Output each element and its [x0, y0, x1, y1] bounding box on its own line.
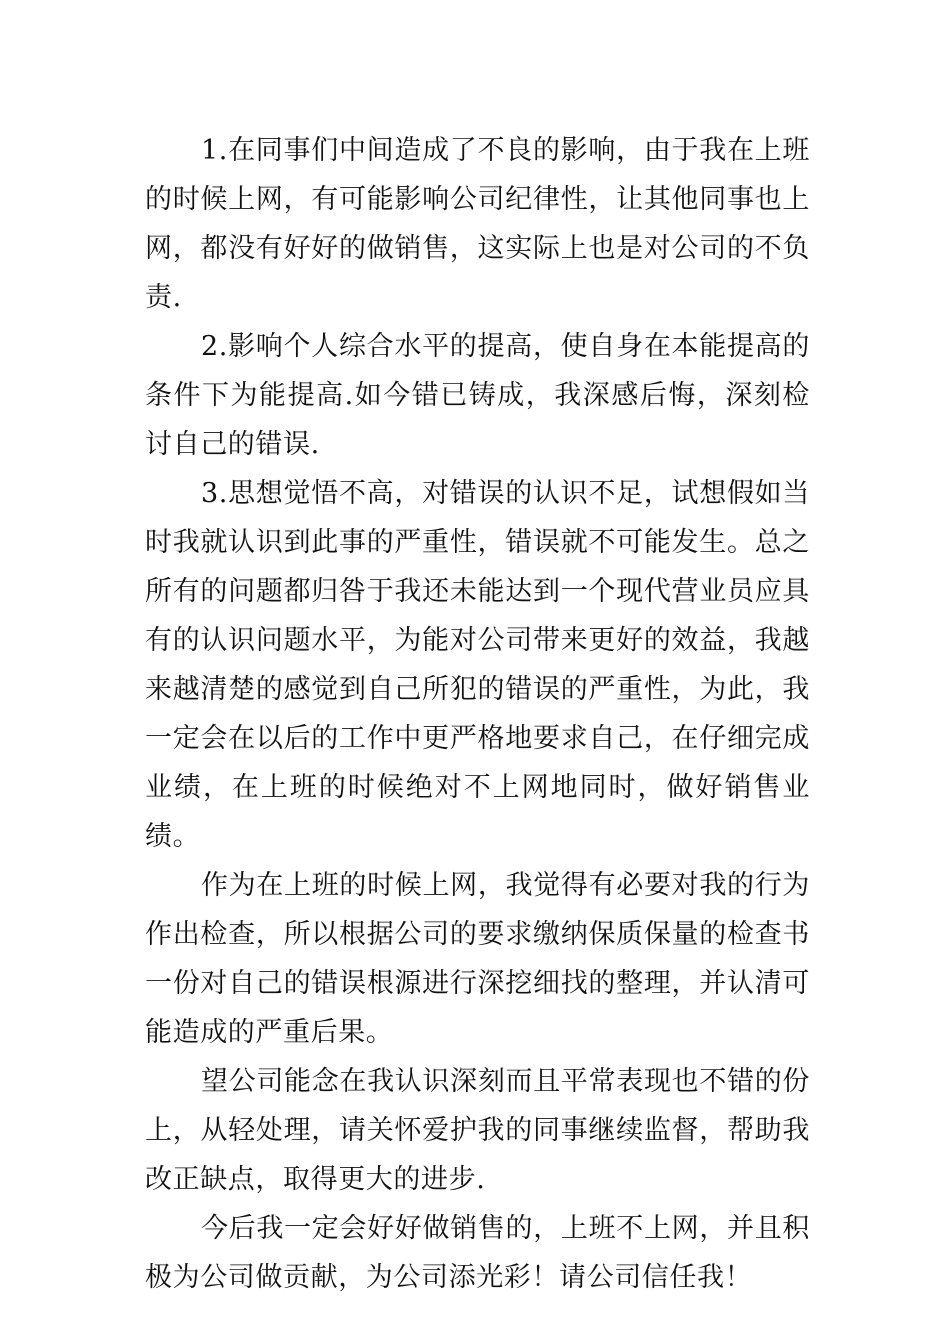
document-body	[145, 126, 810, 1302]
paragraph-2: 2.影响个人综合水平的提高，使自身在本能提高的条件下为能提高.如今错已铸成，我深感后悔，深刻检讨自己的错误.	[145, 331, 810, 460]
paragraph-4: 作为在上班的时候上网，我觉得有必要对我的行为作出检查，所以根据公司的要求缴纳保质保量的检查书一份对自己的错误根源进行深挖细找的整理，并认清可能造成的严重后果。	[145, 870, 810, 1048]
paragraph-1: 1.在同事们中间造成了不良的影响，由于我在上班的时候上网，有可能影响公司纪律性，让其他同事也上网，都没有好好的做销售，这实际上也是对公司的不负责.	[145, 135, 810, 313]
paragraph-6: 今后我一定会好好做销售的，上班不上网，并且积极为公司做贡献，为公司添光彩！请公司信任我！	[145, 1213, 810, 1293]
paragraph-5: 望公司能念在我认识深刻而且平常表现也不错的份上，从轻处理，请关怀爱护我的同事继续监督，帮助我改正缺点，取得更大的进步.	[145, 1066, 810, 1195]
paragraph-3: 3.思想觉悟不高，对错误的认识不足，试想假如当时我就认识到此事的严重性，错误就不可能发生。总之所有的问题都归咎于我还未能达到一个现代营业员应具有的认识问题水平，为能对公司带来更好的效益，我越来越清楚的感觉到自己所犯的错误的严重性，为此，我一定会在以后的工作中更严格地要求自己，在仔细完成业绩，在上班的时候绝对不上网地同时，做好销售业绩。	[145, 478, 810, 852]
